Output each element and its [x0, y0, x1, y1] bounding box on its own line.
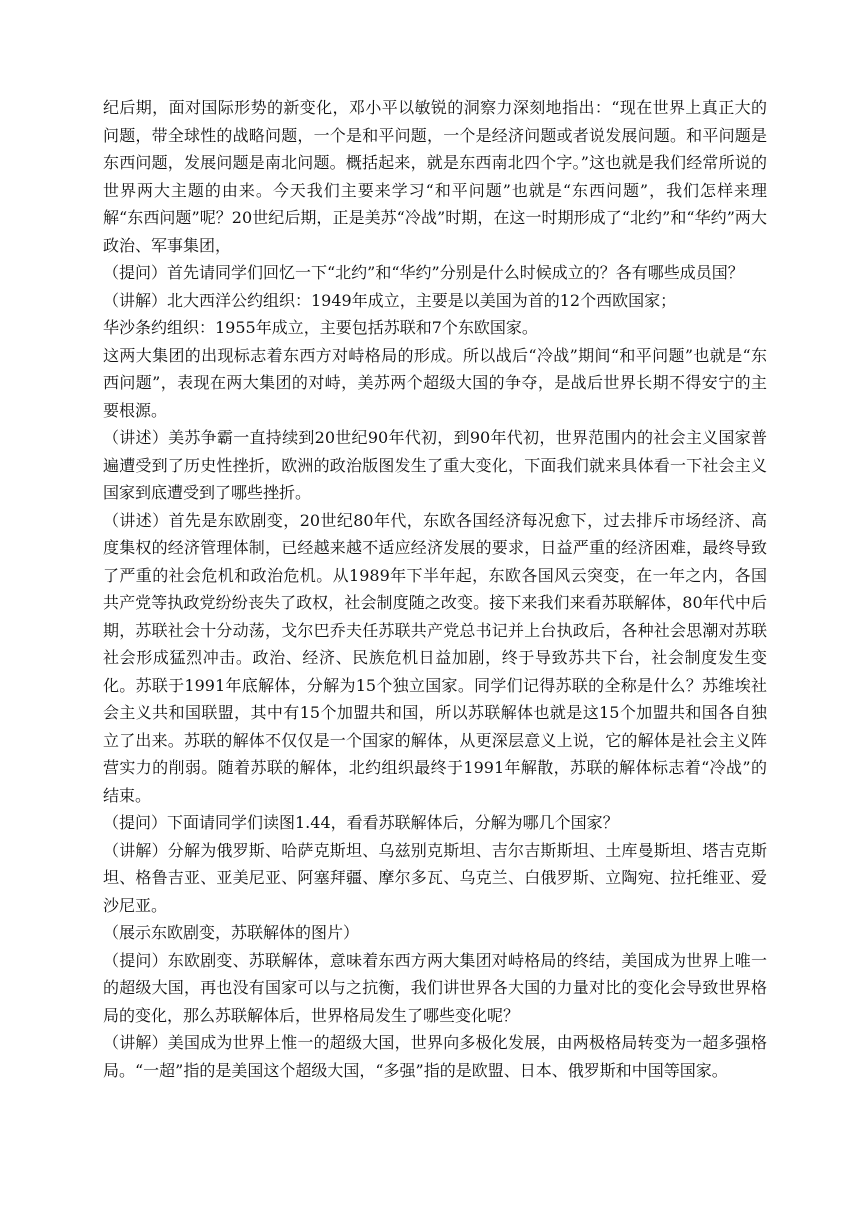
paragraph-question-figure: （提问）下面请同学们读图1.44，看看苏联解体后，分解为哪几个国家？: [103, 813, 619, 832]
paragraph-east-west-confrontation: 这两大集团的出现标志着东西方对峙格局的形成。所以战后“冷战”期间“和平问题”也就是“东西问题”，表现在两大集团的对峙，美苏两个超级大国的争夺，是战后世界长期不得安宁的主要根源。: [103, 345, 767, 420]
paragraph-question-nato-warsaw: （提问）首先请同学们回忆一下“北约”和“华约”分别是什么时候成立的？各有哪些成员国？: [103, 263, 744, 282]
paragraph-explain-warsaw: 华沙条约组织：1955年成立，主要包括苏联和7个东欧国家。: [103, 318, 538, 337]
paragraph-narrate-us-soviet-rivalry: （讲述）美苏争霸一直持续到20世纪90年代初，到90年代初，世界范围内的社会主义国家普遍遭受到了历史性挫折，欧洲的政治版图发生了重大变化，下面我们就来具体看一下社会主义国家到底遭受到了哪些挫折。: [103, 428, 767, 502]
paragraph-question-world-pattern: （提问）东欧剧变、苏联解体，意味着东西方两大集团对峙格局的终结，美国成为世界上唯一的超级大国，再也没有国家可以与之抗衡，我们讲世界各大国的力量对比的变化会导致世界格局的变化，那么苏联解体后，世界格局发生了哪些变化呢？: [103, 950, 767, 1025]
paragraph-explain-nato: （讲解）北大西洋公约组织：1949年成立，主要是以美国为首的12个西欧国家；: [103, 290, 677, 310]
paragraph-narrate-eastern-europe-ussr: （讲述）首先是东欧剧变，20世纪80年代，东欧各国经济每况愈下，过去排斥市场经济、高度集权的经济管理体制，已经越来越不适应经济发展的要求，日益严重的经济困难，最终导致了严重的社会危机和政治危机。从1989年下半年起，东欧各国风云突变，在一年之内，各国共产党等执政党纷纷丧失了政权，社会制度随之改变。接下来我们来看苏联解体，80年代中后期，苏联社会十分动荡，戈尔巴乔夫任苏联共产党总书记并上台执政后，各种社会思潮对苏联社会形成猛烈冲击。政治、经济、民族危机日益加剧，终于导致苏共下台，社会制度发生变化。苏联于1991年底解体，分解为15个独立国家。同学们记得苏联的全称是什么？苏维埃社会主义共和国联盟，其中有15个加盟共和国，所以苏联解体也就是这15个加盟共和国各自独立了出来。苏联的解体不仅仅是一个国家的解体，从更深层意义上说，它的解体是社会主义阵营实力的削弱。随着苏联的解体，北约组织最终于1991年解散，苏联的解体标志着“冷战”的结束。: [103, 510, 767, 805]
paragraph-explain-multipolar: （讲解）美国成为世界上惟一的超级大国，世界向多极化发展，由两极格局转变为一超多强格局。“一超”指的是美国这个超级大国，“多强”指的是欧盟、日本、俄罗斯和中国等国家。: [103, 1033, 767, 1080]
document-page: [103, 94, 767, 1084]
paragraph-show-pictures: （展示东欧剧变，苏联解体的图片）: [103, 923, 360, 942]
paragraph-deng-xiaoping-quote: 纪后期，面对国际形势的新变化，邓小平以敏锐的洞察力深刻地指出：“现在世界上真正大的问题，带全球性的战略问题，一个是和平问题，一个是经济问题或者说发展问题。和平问题是东西问题，发展问题是南北问题。概括起来，就是东西南北四个字。”这也就是我们经常所说的世界两大主题的由来。今天我们主要来学习“和平问题”也就是“东西问题”，我们怎样来理解“东西问题”呢？20世纪后期，正是美苏“冷战”时期，在这一时期形成了“北约”和“华约”两大政治、军事集团，: [103, 98, 767, 255]
paragraph-explain-countries: （讲解）分解为俄罗斯、哈萨克斯坦、乌兹别克斯坦、吉尔吉斯斯坦、土库曼斯坦、塔吉克斯坦、格鲁吉亚、亚美尼亚、阿塞拜疆、摩尔多瓦、乌克兰、白俄罗斯、立陶宛、拉托维亚、爱沙尼亚。: [103, 840, 767, 915]
